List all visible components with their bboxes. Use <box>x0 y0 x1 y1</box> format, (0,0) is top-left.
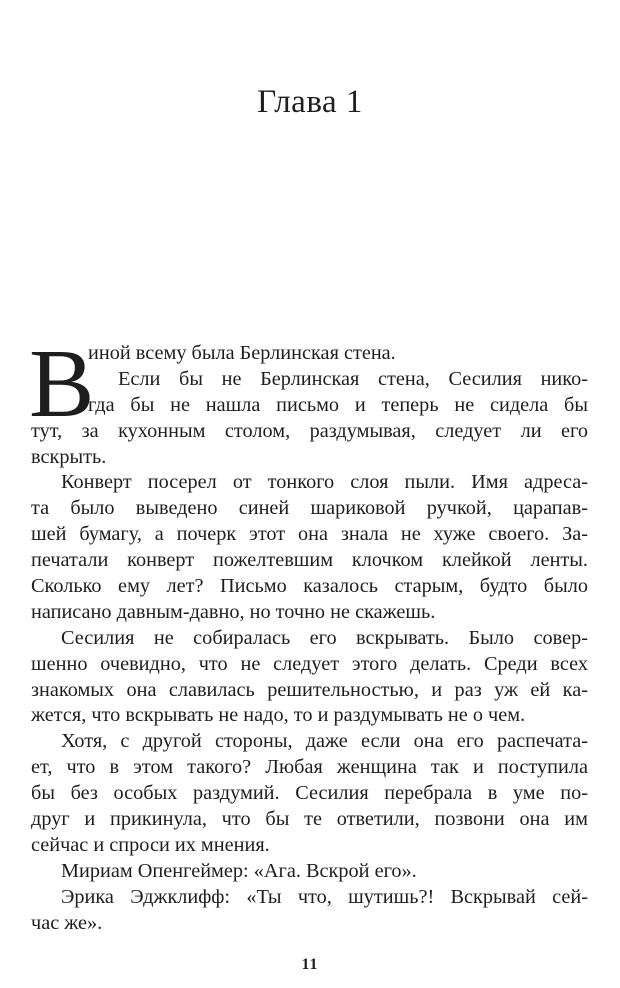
paragraph <box>31 367 588 471</box>
text-line: иной всему была Берлинская стена. <box>88 342 396 364</box>
text-line: жется, что вскрывать не надо, то и раздумывать не о чем. <box>31 704 526 727</box>
text-line: знакомых она славилась решительностью, и раз уж ей ка- <box>31 678 588 701</box>
text-line: час же». <box>31 911 103 934</box>
text-line: Хотя, с другой стороны, даже если она его распечата- <box>61 730 588 753</box>
text-line: друг и прикинула, что бы те ответили, позвони она им <box>31 808 588 831</box>
paragraph <box>31 341 588 367</box>
text-line: Конверт посерел от тонкого слоя пыли. Имя адреса- <box>61 471 588 494</box>
page-number: 11 <box>301 956 319 973</box>
text-line: Мириам Опенгеймер: «Ага. Вскрой его». <box>61 859 417 882</box>
chapter-title: Глава 1 <box>257 84 363 120</box>
paragraph <box>31 470 588 625</box>
text-line: Сесилия не собиралась его вскрывать. Было совер- <box>61 626 588 649</box>
text-line: Эрика Эджклифф: «Ты что, шутишь?! Вскрывай сей- <box>61 885 588 908</box>
text-line: гда бы не нашла письмо и теперь не сидела бы <box>88 393 588 416</box>
paragraph <box>31 885 588 937</box>
text-line: бы без особых раздумий. Сесилия перебрала в уме по- <box>31 782 588 805</box>
paragraph <box>31 729 588 858</box>
text-line: та было выведено синей шариковой ручкой, царапав- <box>31 497 588 520</box>
text-line: вскрыть. <box>31 445 107 468</box>
text-line: Сколько ему лет? Письмо казалось старым, будто было <box>31 575 588 598</box>
text-line: сейчас и спроси их мнения. <box>31 833 270 856</box>
paragraph <box>31 626 588 730</box>
text-line: тут, за кухонным столом, раздумывая, следует ли его <box>31 419 588 442</box>
text-line: шей бумагу, а почерк этот она знала не хуже своего. За- <box>31 523 588 546</box>
text-line: печатали конверт пожелтевшим клочком клейкой ленты. <box>31 549 588 572</box>
paragraph <box>31 859 588 885</box>
text-line: Если бы не Берлинская стена, Сесилия нико- <box>118 367 588 390</box>
text-line: ет, что в этом такого? Любая женщина так и поступила <box>31 756 588 779</box>
text-line: шенно очевидно, что не следует этого делать. Среди всех <box>31 652 588 675</box>
chapter-body <box>29 330 588 936</box>
drop-cap: В <box>29 330 95 438</box>
text-line: написано давным-давно, но точно не скажешь. <box>31 600 436 623</box>
